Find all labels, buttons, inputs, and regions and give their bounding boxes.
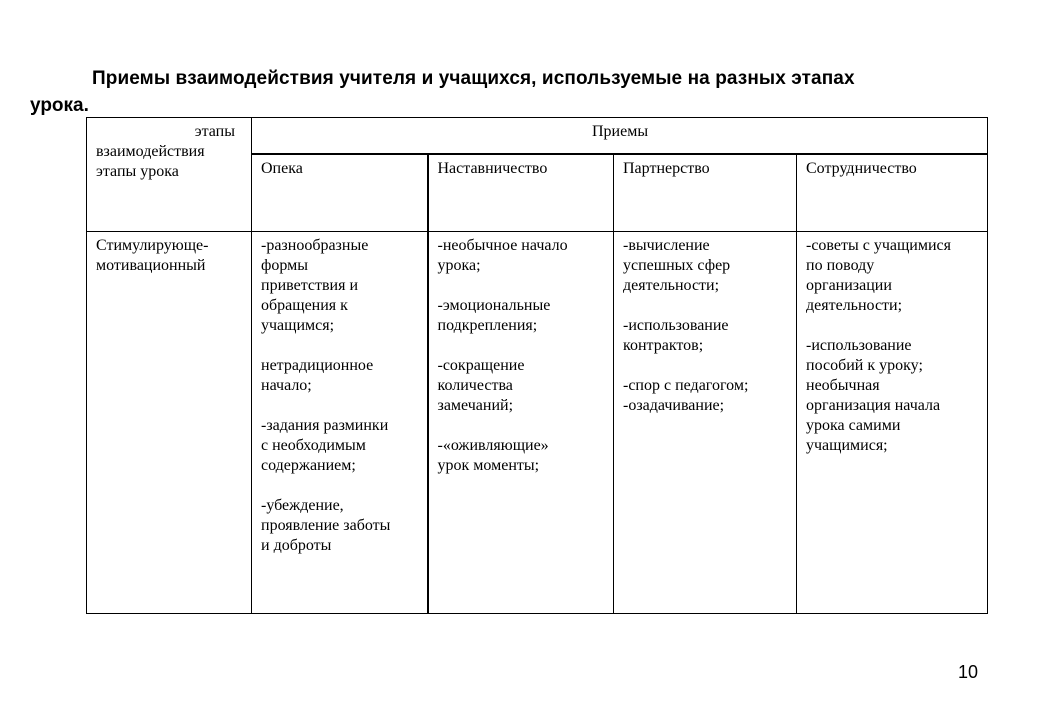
table-header-row <box>87 118 988 154</box>
cell-sotrudnichestvo: -советы с учащимися по поводу организации деятельности; -использование пособий к уроку; необычная организация начала урока самими учащимися; <box>797 232 988 614</box>
column-header-sotrudnichestvo: Сотрудничество <box>797 154 988 232</box>
column-header-nastavnichestvo: Наставничество <box>428 154 614 232</box>
page-number: 10 <box>958 662 979 682</box>
cell-partnerstvo: -вычисление успешных сфер деятельности; -использование контрактов; -спор с педагогом; -озадачивание; <box>614 232 797 614</box>
techniques-table <box>86 117 988 614</box>
table-row <box>87 232 988 614</box>
column-header-opeka: Опека <box>252 154 428 232</box>
cell-opeka: -разнообразные формы приветствия и обращения к учащимся; нетрадиционное начало; -задания разминки с необходимым содержанием; -убеждение, проявление заботы и доброты <box>252 232 428 614</box>
corner-header-top: этапы <box>194 123 235 140</box>
corner-header-cell <box>87 118 252 232</box>
document-title-continuation: урока. <box>30 95 89 116</box>
row-label-stimuliruyushche: Стимулирующе- мотивационный <box>87 232 252 614</box>
document-title: Приемы взаимодействия учителя и учащихся, используемые на разных этапах <box>92 68 855 89</box>
corner-header-rest: взаимодействия этапы урока <box>96 143 205 180</box>
cell-nastavnichestvo: -необычное начало урока; -эмоциональные подкрепления; -сокращение количества замечаний; -«оживляющие» урок моменты; <box>428 232 614 614</box>
column-header-partnerstvo: Партнерство <box>614 154 797 232</box>
group-header-priemy: Приемы <box>252 118 988 154</box>
